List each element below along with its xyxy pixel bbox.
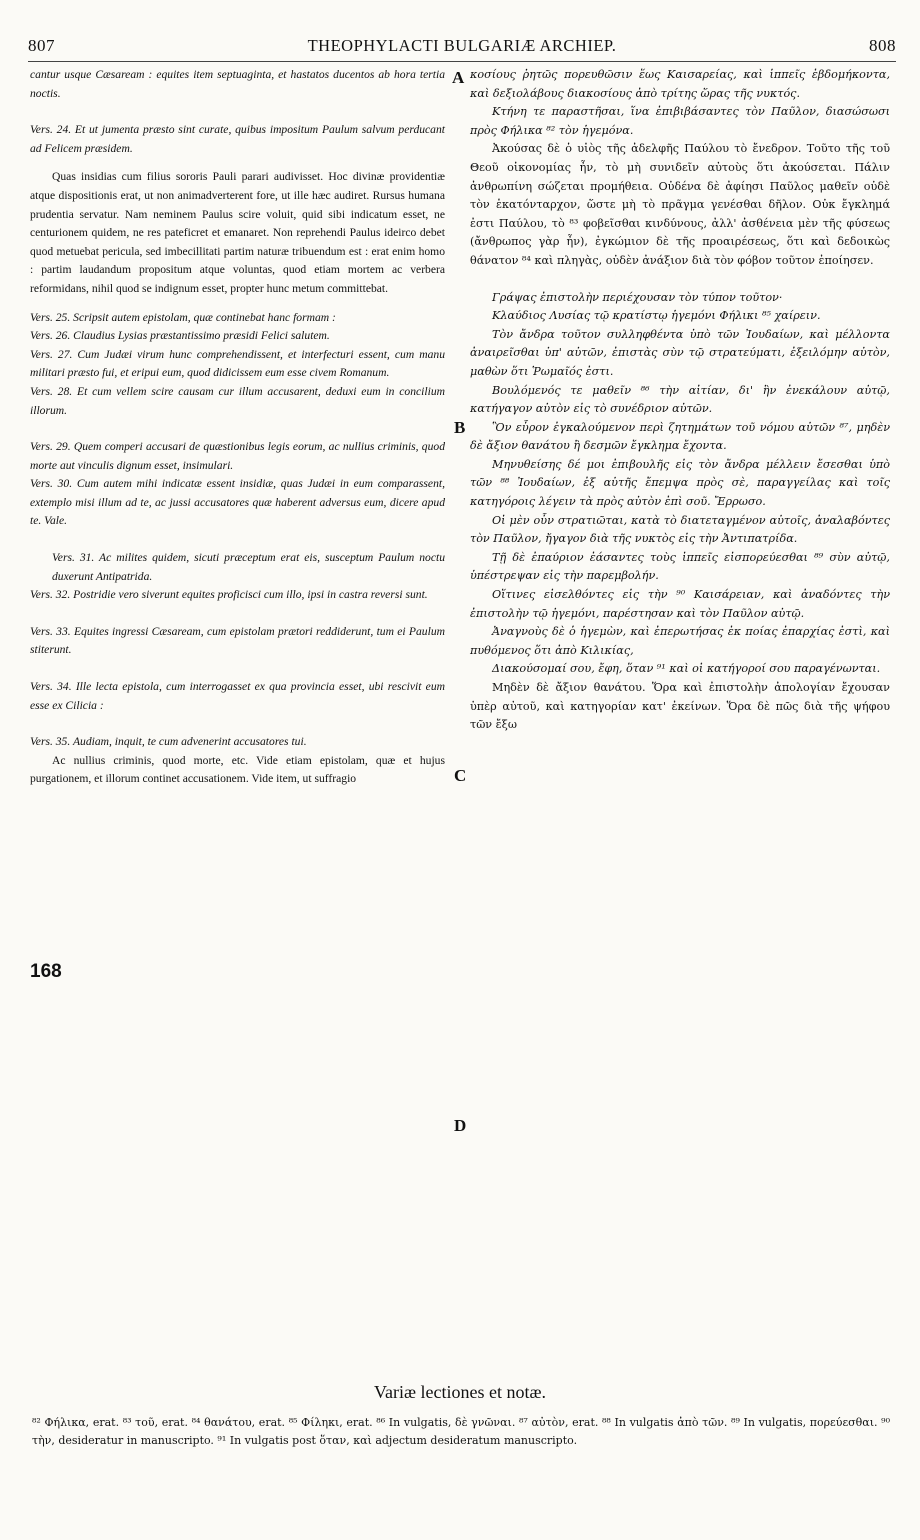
- margin-letter-c: C: [454, 766, 467, 785]
- greek-column: [470, 66, 890, 735]
- latin-paragraph: cantur usque Cæsaream : equites item septuaginta, et hastatos ducentos ab hora tertia noctis.: [30, 68, 445, 100]
- greek-verse-34: Ἀναγνοὺς δὲ ὁ ἡγεμὼν, καὶ ἐπερωτήσας ἐκ ποίας ἐπαρχίας ἐστὶ, καὶ πυθόμενος ὅτι ἀπὸ Κιλικίας,: [470, 625, 890, 657]
- greek-paragraph: κοσίους ῥητῶς πορευθῶσιν ἕως Καισαρείας, καὶ ἱππεῖς ἑβδομήκοντα, καὶ δεξιολάβους διακοσίους ἀπὸ τρίτης ὥρας τῆς νυκτός.: [470, 68, 890, 100]
- notes-title: Variæ lectiones et notæ.: [374, 1382, 546, 1402]
- footnotes: ⁸² Φήλικα, erat. ⁸³ τοῦ, erat. ⁸⁴ θανάτου, erat. ⁸⁵ Φίληκι, erat. ⁸⁶ In vulgatis, δὲ γνῶναι. ⁸⁷ αὐτὸν, erat. ⁸⁸ In vulgatis ἀπὸ τῶν. ⁸⁹ In vulgatis, πορεύεσθαι. ⁹⁰ τὴν, desideratur in manuscripto. ⁹¹ In vulgatis post ὅταν, καὶ adjectum desideratum manuscripto.: [32, 1416, 890, 1447]
- header-rule: [28, 61, 896, 62]
- latin-verse-26: Vers. 26. Claudius Lysias præstantissimo præsidi Felici salutem.: [30, 329, 330, 343]
- greek-verse-33: Οἵτινες εἰσελθόντες εἰς τὴν ⁹⁰ Καισάρειαν, καὶ ἀναδόντες τὴν ἐπιστολὴν τῷ ἡγεμόνι, παρέστησαν καὶ τὸν Παῦλον αὐτῷ.: [470, 588, 890, 620]
- greek-commentary: Ἀκούσας δὲ ὁ υἱὸς τῆς ἀδελφῆς Παύλου τὸ ἔνεδρον. Τοῦτο τῆς τοῦ Θεοῦ οἰκονομίας ἦν, τὸ μὴ συνιδεῖν αὐτοὺς ὅτι ἀκούσεται. Πάλιν ἀνθρωπίνη σώζεται προμήθεια. Οὐδένα δὲ ἀφίησι Παῦλος μαθεῖν οὐδὲ τὸν ἑκατόνταρχον, ὥστε μὴ τὸ πρᾶγμα γενέσθαι δῆλον. Οὐκ ἔγκλημά ἐστι Παύλου, τὸ ⁸³ φοβεῖσθαι κινδύνους, ἀλλ' ἀσθένεια μὲν τῆς φύσεως (ἄνθρωπος γὰρ ἦν), ἐγκώμιον δὲ τῆς προαιρέσεως, ὅτι καὶ δεδοικὼς θάνατον ⁸⁴ καὶ πληγὰς, οὐδὲν ἀνάξιον διὰ τὸν φόβον τοῦτον ἐποίησεν.: [470, 142, 890, 267]
- latin-column: [30, 66, 445, 789]
- running-header: [28, 36, 896, 60]
- latin-commentary: Quas insidias cum filius sororis Pauli parari audivisset. Hoc divinæ providentiæ atque dispositionis erat, ut non animadverterent fore, ut ille hæc audiret. Rursus humana prudentia servatur. Nam neminem Paulus scire voluit, quid sibi indicatum esset, ne centurionem quidem, ne res pateficret et emanaret. Non reprehendi Paulus ideirco debet quod metuebat pericula, sed imbecillitati partim naturæ tribuendum est : erat enim homo : partim laudandum propositum atque voluntas, quod etiam mortem ac verbera reformidans, nihil quod se indignum esset, propter hunc metum committebat.: [30, 170, 445, 295]
- greek-verse-28: Βουλόμενός τε μαθεῖν ⁸⁶ τὴν αἰτίαν, δι' ἣν ἐνεκάλουν αὐτῷ, κατήγαγον αὐτὸν εἰς τὸ συνέδριον αὐτῶν.: [470, 383, 890, 416]
- margin-letter-a: A: [452, 68, 465, 87]
- greek-verse-35: Διακούσομαί σου, ἔφη, ὅταν ⁹¹ καὶ οἱ κατήγοροί σου παραγένωνται.: [492, 662, 881, 676]
- latin-verse-33: Vers. 33. Equites ingressi Cæsaream, cum epistolam prætori reddiderunt, tum ei Paulum stiterunt.: [30, 624, 445, 657]
- latin-verse-27: Vers. 27. Cum Judæi virum hunc comprehendissent, et interfecturi essent, cum manu militari præsto fui, et eripui eum, quod didicissem eum esse civem Romanum.: [30, 347, 445, 380]
- latin-verse-29: Vers. 29. Quem comperi accusari de quæstionibus legis eorum, ac nullius criminis, quod morte aut vinculis dignum esset, insimulari.: [30, 440, 445, 472]
- greek-verse-31: Οἱ μὲν οὖν στρατιῶται, κατὰ τὸ διατεταγμένον αὐτοῖς, ἀναλαβόντες τὸν Παῦλον, ἤγαγον διὰ τῆς νυκτὸς εἰς τὴν Ἀντιπατρίδα.: [470, 513, 890, 546]
- greek-verse-24: Κτήνη τε παραστῆσαι, ἵνα ἐπιβιβάσαντες τὸν Παῦλον, διασώσωσι πρὸς Φήλικα ⁸² τὸν ἡγεμόνα.: [470, 105, 890, 137]
- latin-verse-32: Vers. 32. Postridie vero siverunt equites proficisci cum illo, ipsi in castra reversi sunt.: [30, 588, 428, 602]
- page-number-right: 808: [869, 36, 896, 55]
- page-number-left: 807: [28, 36, 55, 55]
- greek-verse-25: Γράψας ἐπιστολὴν περιέχουσαν τὸν τύπον τοῦτον·: [492, 290, 783, 304]
- greek-verse-26: Κλαύδιος Λυσίας τῷ κρατίστῳ ἡγεμόνι Φήλικι ⁸⁵ χαίρειν.: [492, 309, 821, 323]
- greek-verse-29: Ὃν εὗρον ἐγκαλούμενον περὶ ζητημάτων τοῦ νόμου αὐτῶν ⁸⁷, μηδὲν δὲ ἄξιον θανάτου ἢ δεσμῶν ἔγκλημα ἔχοντα.: [470, 420, 890, 453]
- greek-verse-30: Μηνυθείσης δέ μοι ἐπιβουλῆς εἰς τὸν ἄνδρα μέλλειν ἔσεσθαι ὑπὸ τῶν ⁸⁸ Ἰουδαίων, ἐξ αὐτῆς ἔπεμψα πρὸς σὲ, παραγγείλας καὶ τοῖς κατηγόροις λέγειν τὰ πρὸς αὐτὸν ἐπὶ σοῦ. Ἔρρωσο.: [470, 457, 890, 509]
- latin-verse-25: Vers. 25. Scripsit autem epistolam, quæ continebat hanc formam :: [30, 310, 336, 324]
- margin-letter-b: B: [454, 418, 466, 437]
- column-number: 168: [30, 961, 62, 982]
- running-title: THEOPHYLACTI BULGARIÆ ARCHIEP.: [307, 36, 617, 55]
- margin-letter-d: D: [454, 1116, 467, 1135]
- latin-verse-31: Vers. 31. Ac milites quidem, sicuti præceptum erat eis, susceptum Paulum noctu duxerunt Antipatrida.: [52, 551, 445, 583]
- greek-verse-32: Τῇ δὲ ἐπαύριον ἐάσαντες τοὺς ἱππεῖς εἰσπορεύεσθαι ⁸⁹ σὺν αὐτῷ, ὑπέστρεψαν εἰς τὴν παρεμβολήν.: [470, 550, 890, 583]
- greek-commentary-end: Μηδὲν δὲ ἄξιον θανάτου. Ὅρα καὶ ἐπιστολὴν ἀπολογίαν ἔχουσαν ὑπὲρ αὐτοῦ, καὶ κατηγορίαν κατ' ἐκείνων. Ὅρα δὲ πῶς διὰ τῆς ψήφου τῶν ἔξω: [470, 681, 890, 732]
- latin-commentary-end: Ac nullius criminis, quod morte, etc. Vide etiam epistolam, quæ et hujus purgationem, et illorum continet accusationem. Vide item, ut suffragio: [30, 753, 445, 786]
- greek-verse-27: Τὸν ἄνδρα τοῦτον συλληφθέντα ὑπὸ τῶν Ἰουδαίων, καὶ μέλλοντα ἀναιρεῖσθαι ὑπ' αὐτῶν, ἐπιστὰς σὺν τῷ στρατεύματι, ἐξειλόμην αὐτὸν, μαθὼν ὅτι Ῥωμαῖός ἐστι.: [470, 327, 890, 378]
- latin-verse-24: Vers. 24. Et ut jumenta præsto sint curate, quibus impositum Paulum salvum perducant ad Felicem præsidem.: [30, 123, 445, 155]
- latin-verse-28: Vers. 28. Et cum vellem scire causam cur illum accusarent, deduxi eum in concilium illorum.: [30, 384, 445, 417]
- latin-verse-34: Vers. 34. Ille lecta epistola, cum interrogasset ex qua provincia esset, ubi rescivit eum esse ex Cilicia :: [30, 680, 445, 712]
- latin-verse-30: Vers. 30. Cum autem mihi indicatæ essent insidiæ, quas Judæi in eum comparassent, extemplo misi illum ad te, ac jussi accusatores quæ haberent adversus eum, dicere apud te. Vale.: [30, 477, 445, 528]
- latin-verse-35: Vers. 35. Audiam, inquit, te cum advenerint accusatores tui.: [30, 735, 307, 749]
